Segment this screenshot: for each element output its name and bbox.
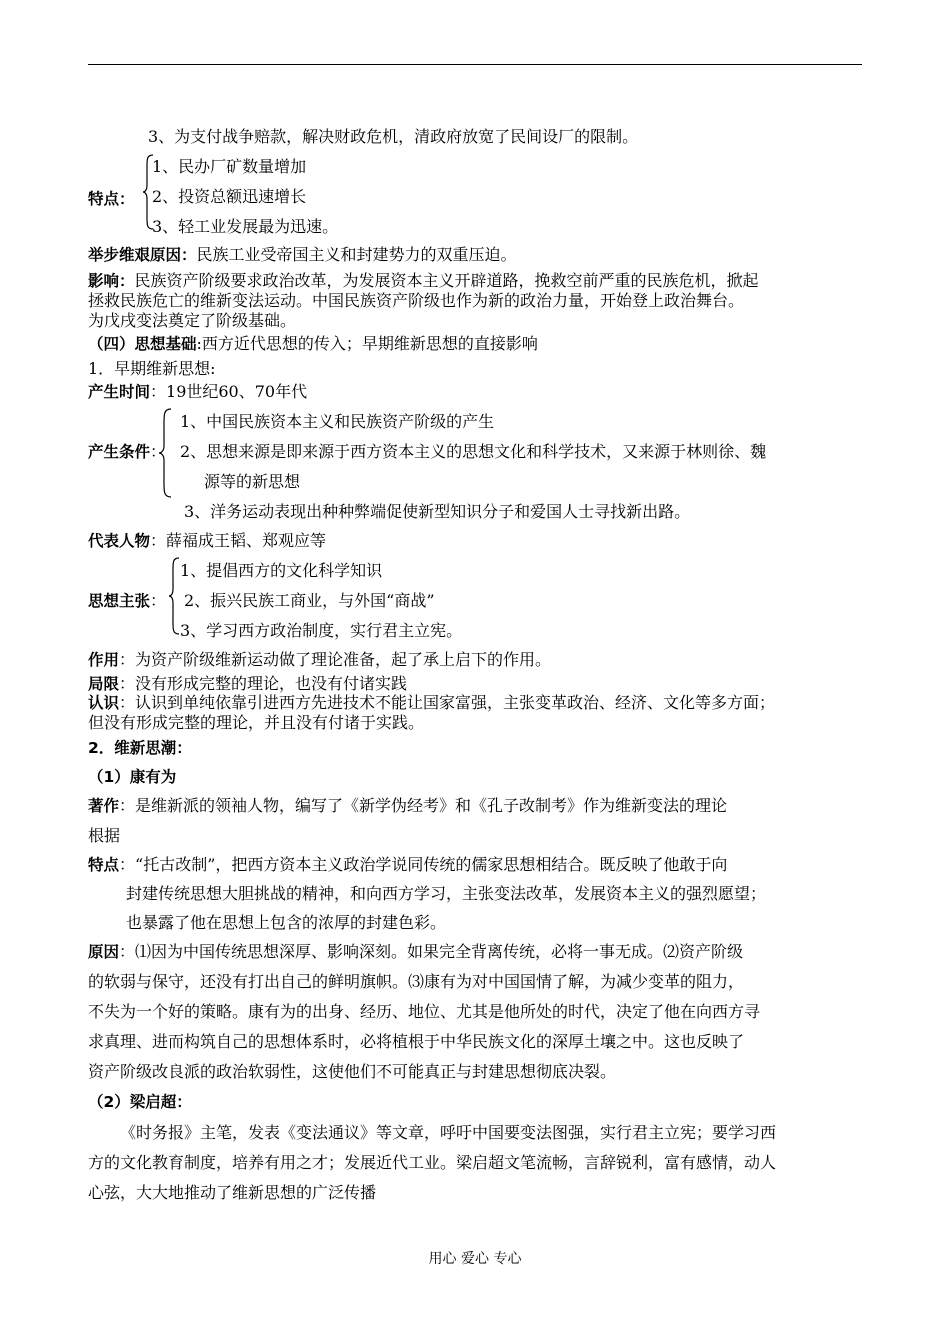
text: ：19世纪60、70年代 xyxy=(150,382,308,401)
text-line: 《时务报》主笔，发表《变法通议》等文章，呼吁中国要变法图强，实行君主立宪；要学习西 xyxy=(120,1123,777,1142)
text: ：“托古改制”，把西方资本主义政治学说同传统的儒家思想相结合。既反映了他敢于向 xyxy=(119,855,728,874)
section-label: 特点： xyxy=(88,190,135,208)
text-line: 资产阶级改良派的政治软弱性，这使他们不可能真正与封建思想彻底决裂。 xyxy=(88,1062,617,1081)
text-line xyxy=(88,855,727,875)
text-line xyxy=(88,382,307,402)
section-label: 认识 xyxy=(88,694,120,712)
text: 民族工业受帝国主义和封建势力的双重压迫。 xyxy=(196,245,517,264)
text-line: 但没有形成完整的理论，并且没有付诸于实践。 xyxy=(88,713,425,732)
section-label: 思想主张 xyxy=(88,592,151,610)
text-line xyxy=(88,271,759,291)
text-line: 封建传统思想大胆挑战的精神，和向西方学习，主张变法改革，发展资本主义的强烈愿望； xyxy=(126,884,767,903)
list-item: 2、思想来源是即来源于西方资本主义的思想文化和科学技术，又来源于林则徐、魏 xyxy=(180,442,767,461)
section-label: 产生时间 xyxy=(88,383,151,401)
header-rule xyxy=(88,64,862,65)
text-line: 方的文化教育制度，培养有用之才；发展近代工业。梁启超文笔流畅，言辞锐利，富有感情，动人 xyxy=(88,1153,777,1172)
section-label: 产生条件 xyxy=(88,443,151,461)
section-label: 影响： xyxy=(88,272,135,290)
section-heading: 2．维新思潮： xyxy=(88,739,192,757)
brace-icon xyxy=(168,557,180,635)
page-footer: 用心 爱心 专心 xyxy=(428,1251,522,1267)
section-heading: （1）康有为 xyxy=(88,768,177,786)
text-line: 不失为一个好的策略。康有为的出身、经历、地位、尤其是他所处的时代，决定了他在向西方寻 xyxy=(88,1002,761,1021)
text: ：薛福成王韬、郑观应等 xyxy=(150,531,327,550)
text-line xyxy=(88,591,166,611)
text: ：⑴因为中国传统思想深厚、影响深刻。如果完全背离传统，必将一事无成。⑵资产阶级 xyxy=(119,942,744,961)
list-item: 1、民办厂矿数量增加 xyxy=(152,157,307,176)
section-label: 特点 xyxy=(88,856,120,874)
text-line xyxy=(88,693,775,713)
text: ： xyxy=(150,591,167,610)
text-line: 心弦，大大地推动了维新思想的广泛传播 xyxy=(88,1183,377,1202)
text: ： xyxy=(150,442,167,461)
text-line xyxy=(88,796,727,816)
text: ：为资产阶级维新运动做了理论准备，起了承上启下的作用。 xyxy=(119,650,552,669)
text-line: 3、为支付战争赔款，解决财政危机，清政府放宽了民间设厂的限制。 xyxy=(148,127,639,146)
text-line xyxy=(88,674,407,694)
text-line: 也暴露了他在思想上包含的浓厚的封建色彩。 xyxy=(126,913,447,932)
text-line: 求真理、进而构筑自己的思想体系时，必将植根于中华民族文化的深厚土壤之中。这也反映了 xyxy=(88,1032,745,1051)
section-label: 原因 xyxy=(88,943,120,961)
section-label: 作用 xyxy=(88,651,120,669)
brace-icon xyxy=(158,408,172,498)
section-label: 代表人物 xyxy=(88,532,151,550)
list-item: 3、轻工业发展最为迅速。 xyxy=(152,217,339,236)
text-line xyxy=(88,245,517,265)
text: ：是维新派的领袖人物，编写了《新学伪经考》和《孔子改制考》作为维新变法的理论 xyxy=(119,796,728,815)
list-item: 源等的新思想 xyxy=(204,472,301,491)
section-label: 著作 xyxy=(88,797,120,815)
text: ：认识到单纯依靠引进西方先进技术不能让国家富强，主张变革政治、经济、文化等多方面； xyxy=(119,693,776,712)
list-item: 1、提倡西方的文化科学知识 xyxy=(180,561,383,580)
text-line xyxy=(88,942,743,962)
text-line: 的软弱与保守，还没有打出自己的鲜明旗帜。⑶康有为对中国国情了解，为减少变革的阻力， xyxy=(88,972,745,991)
text-line xyxy=(88,334,538,354)
text: :西方近代思想的传入；早期维新思想的直接影响 xyxy=(196,334,538,353)
list-item: 2、振兴民族工商业，与外国“商战” xyxy=(184,591,435,610)
text-line: 根据 xyxy=(88,826,121,845)
text-line: 1．早期维新思想: xyxy=(88,359,216,378)
text-line: 为戊戌变法奠定了阶级基础。 xyxy=(88,311,297,330)
section-label: 举步维艰原因： xyxy=(88,246,197,264)
list-item: 3、学习西方政治制度，实行君主立宪。 xyxy=(180,621,463,640)
text-line xyxy=(88,650,551,670)
section-heading: （2）梁启超： xyxy=(88,1093,192,1111)
list-item: 2、投资总额迅速增长 xyxy=(152,187,307,206)
text-line: 拯救民族危亡的维新变法运动。中国民族资产阶级也作为新的政治力量，开始登上政治舞台。 xyxy=(88,291,745,310)
text-line xyxy=(88,442,166,462)
list-item: 3、洋务运动表现出种种弊端促使新型知识分子和爱国人士寻找新出路。 xyxy=(184,502,691,521)
list-item: 1、中国民族资本主义和民族资产阶级的产生 xyxy=(180,412,495,431)
section-heading: （四）思想基础 xyxy=(88,335,197,353)
text-line xyxy=(88,531,326,551)
text: ：没有形成完整的理论，也没有付诸实践 xyxy=(119,674,408,693)
section-label: 局限 xyxy=(88,675,120,693)
text: 民族资产阶级要求政治改革，为发展资本主义开辟道路，挽救空前严重的民族危机，掀起 xyxy=(134,271,759,290)
